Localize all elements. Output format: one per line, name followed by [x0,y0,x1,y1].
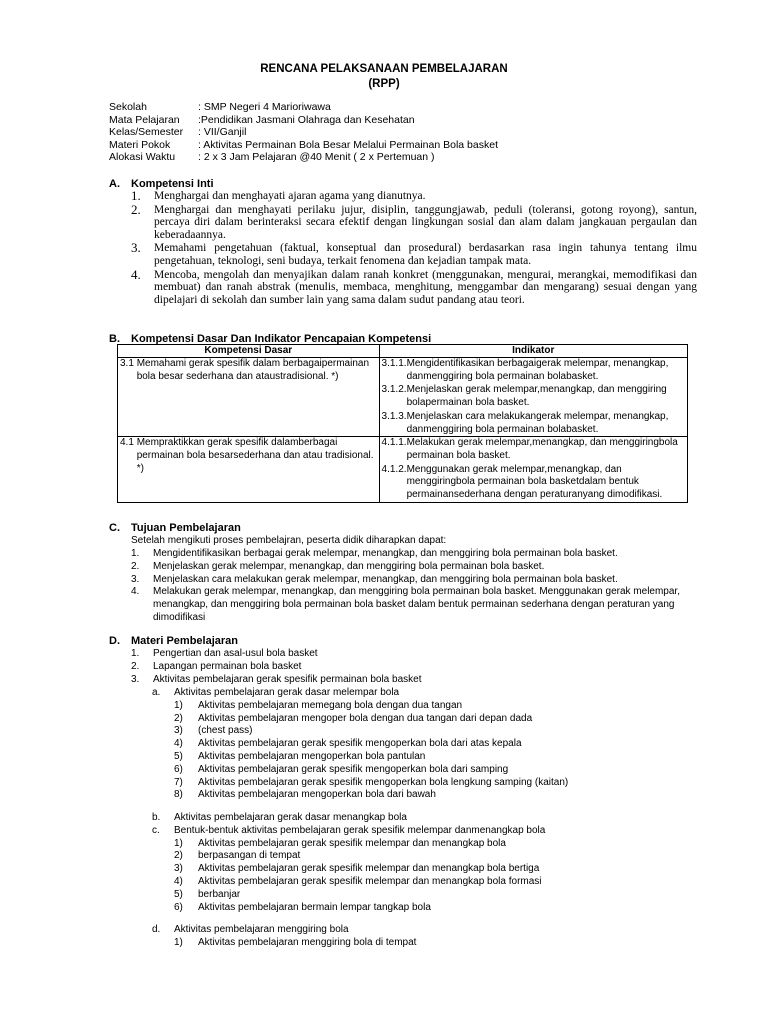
column-header: Kompetensi Dasar [118,345,380,358]
table-header-row [118,345,688,358]
kompetensi-table [117,344,688,503]
sub-list-heading: a. Aktivitas pembelajaran gerak dasar melempar bola [152,687,400,698]
list-item: 3. Memahami pengetahuan (faktual, konseptual dan prosedural) berdasarkan rasa ingin tahunya tentang ilmu pengetahuan, teknologi, seni budaya, terkait fenomena dan kejadian tampak mata. [131,240,697,267]
identity-block [109,101,498,164]
meta-label: Alokasi Waktu [109,151,176,164]
section-d-heading [109,635,238,648]
sub-list-heading: c. Bentuk-bentuk aktivitas pembelajaran gerak spesifik melempar danmenangkap bola [152,824,546,836]
list-item: 6) Aktivitas pembelajaran gerak spesifik mengoperkan bola dari samping [174,763,509,775]
list-item: 1) Aktivitas pembelajaran gerak spesifik melempar dan menangkap bola [174,837,506,849]
table-row [118,358,688,437]
list-item: 2) berpasangan di tempat [174,850,301,862]
list-item: 4) Aktivitas pembelajaran gerak spesifik melempar dan menangkap bola formasi [174,875,542,887]
meta-value: : VII/Ganjil [198,126,247,139]
section-title: Kompetensi Dasar Dan Indikator Pencapaian Kompetensi [131,333,432,345]
list-item: 7) Aktivitas pembelajaran gerak spesifik mengoperkan bola lengkung samping (kaitan) [174,776,569,788]
section-letter: C. [109,522,120,534]
list-item: 1) Aktivitas pembelajaran memegang bola dengan dua tangan [174,699,463,711]
list-item: 8) Aktivitas pembelajaran mengoperkan bola dari bawah [174,789,436,801]
materi-list [131,648,691,686]
kd-cell: 4.1 Mempraktikkan gerak spesifik dalamberbagai permainan bola besarsederhana dan atau tradisional. *) [118,437,380,503]
meta-label: Sekolah [109,101,147,113]
list-item: 3) Aktivitas pembelajaran gerak spesifik melempar dan menangkap bola bertiga [174,863,540,875]
list-item: 1. Pengertian dan asal-usul bola basket [131,648,318,659]
list-item: 2. Menghargai dan menghayati perilaku jujur, disiplin, tanggungjawab, peduli (toleransi, gotong royong), santun, percaya diri dalam berinteraksi secara efektif dengan lingkungan sosial dan alam dalam jangkauan pergaulan dan keberadaannya. [131,201,697,241]
indicator-cell: 4.1.1. Melakukan gerak melempar,menangkap, dan menggiringbola permainan bola basket. 4.1.2. Menggunakan gerak melempar,menangkap, dan menggiringbola permainan bola basketdalam bentuk permainansederhana dengan peraturanyang dimodifikasi. [379,437,687,503]
indicator-cell: 3.1.1. Mengidentifikasikan berbagaigerak melempar, menangkap, danmenggiring bola permainan bolabasket. 3.1.2. Menjelaskan gerak melempar,menangkap, dan menggiring bolapermainan bola basket. 3.1.3. Menjelaskan cara melakukangerak melempar, menangkap, danmenggiring bola permainan bolabasket. [379,358,687,437]
meta-label: Kelas/Semester [109,126,184,139]
section-letter: B. [109,333,120,345]
meta-value: : SMP Negeri 4 Marioriwawa [198,101,331,113]
sub-list-heading: d. Aktivitas pembelajaran menggiring bola [152,924,349,935]
meta-row [109,126,498,139]
section-title: Tujuan Pembelajaran [131,522,241,534]
column-header: Indikator [379,345,687,358]
kompetensi-inti-list [131,190,697,306]
meta-row [109,101,498,114]
meta-value: :Pendidikan Jasmani Olahraga dan Kesehatan [198,113,415,126]
section-title: Kompetensi Inti [131,178,214,190]
meta-value: : Aktivitas Permainan Bola Besar Melalui Permainan Bola basket [198,138,498,151]
meta-label: Materi Pokok [109,138,171,151]
meta-row [109,151,498,164]
section-letter: A. [109,178,120,190]
list-item: 4. Melakukan gerak melempar, menangkap, dan menggiring bola permainan bola basket. Menggunakan gerak melempar, menangkap, dan menggiring bola permainan bola basket dalam bentuk permainan sederhana dengan peraturan yang dimodifikasi [131,586,680,623]
materi-sub-d [152,924,692,950]
table-row [118,437,688,503]
document-title: RENCANA PELAKSANAAN PEMBELAJARAN [260,63,508,75]
meta-row [109,139,498,152]
meta-row [109,114,498,127]
list-item: 2) Aktivitas pembelajaran mengoper bola dengan dua tangan dari depan dada [174,712,533,724]
meta-value: : 2 x 3 Jam Pelajaran @40 Menit ( 2 x Pertemuan ) [198,151,435,164]
meta-label: Mata Pelajaran [109,113,180,126]
list-item: 3. Aktivitas pembelajaran gerak spesifik permainan bola basket [131,673,422,685]
materi-sub-bc [152,812,692,914]
list-item: 3) (chest pass) [174,725,253,737]
section-title: Materi Pembelajaran [131,635,238,647]
list-item: 4) Aktivitas pembelajaran gerak spesifik mengoperkan bola dari atas kepala [174,738,522,750]
list-item: 4. Mencoba, mengolah dan menyajikan dalam ranah konkret (menggunakan, mengurai, merangkai, memodifikasi dan membuat) dan ranah abstrak (menulis, membaca, menghitung, menggambar dan mengarang) sesuai dengan yang dipelajari di sekolah dan sumber lain yang sama dalam sudut pandang atau teori. [131,266,697,306]
list-item: 1) Aktivitas pembelajaran menggiring bola di tempat [174,936,417,948]
section-c-heading [109,522,241,535]
list-item: 2. Menjelaskan gerak melempar, menangkap, dan menggiring bola permainan bola basket. [131,560,545,572]
materi-sub-a [152,687,692,802]
section-c-intro: Setelah mengikuti proses pembelajran, peserta didik diharapkan dapat: [131,535,447,546]
document-subtitle: (RPP) [368,78,400,90]
kd-cell: 3.1 Memahami gerak spesifik dalam berbagaipermainan bola besar sederhana dan ataustradisional. *) [118,358,380,437]
list-item: 1. Mengidentifikasikan berbagai gerak melempar, menangkap, dan menggiring bola permainan bola basket. [131,548,618,559]
list-item: 6) Aktivitas pembelajaran bermain lempar tangkap bola [174,901,431,913]
list-item: 5) Aktivitas pembelajaran mengoperkan bola pantulan [174,750,426,762]
list-item: 5) berbanjar [174,888,241,900]
section-letter: D. [109,635,120,647]
list-item: 2. Lapangan permainan bola basket [131,660,302,672]
list-item: 1. Menghargai dan menghayati ajaran agama yang dianutnya. [131,188,426,203]
list-item: 3. Menjelaskan cara melakukan gerak melempar, menangkap, dan menggiring bola permainan bola basket. [131,573,618,585]
tujuan-list [131,548,701,625]
sub-list-heading: b. Aktivitas pembelajaran gerak dasar menangkap bola [152,812,407,823]
